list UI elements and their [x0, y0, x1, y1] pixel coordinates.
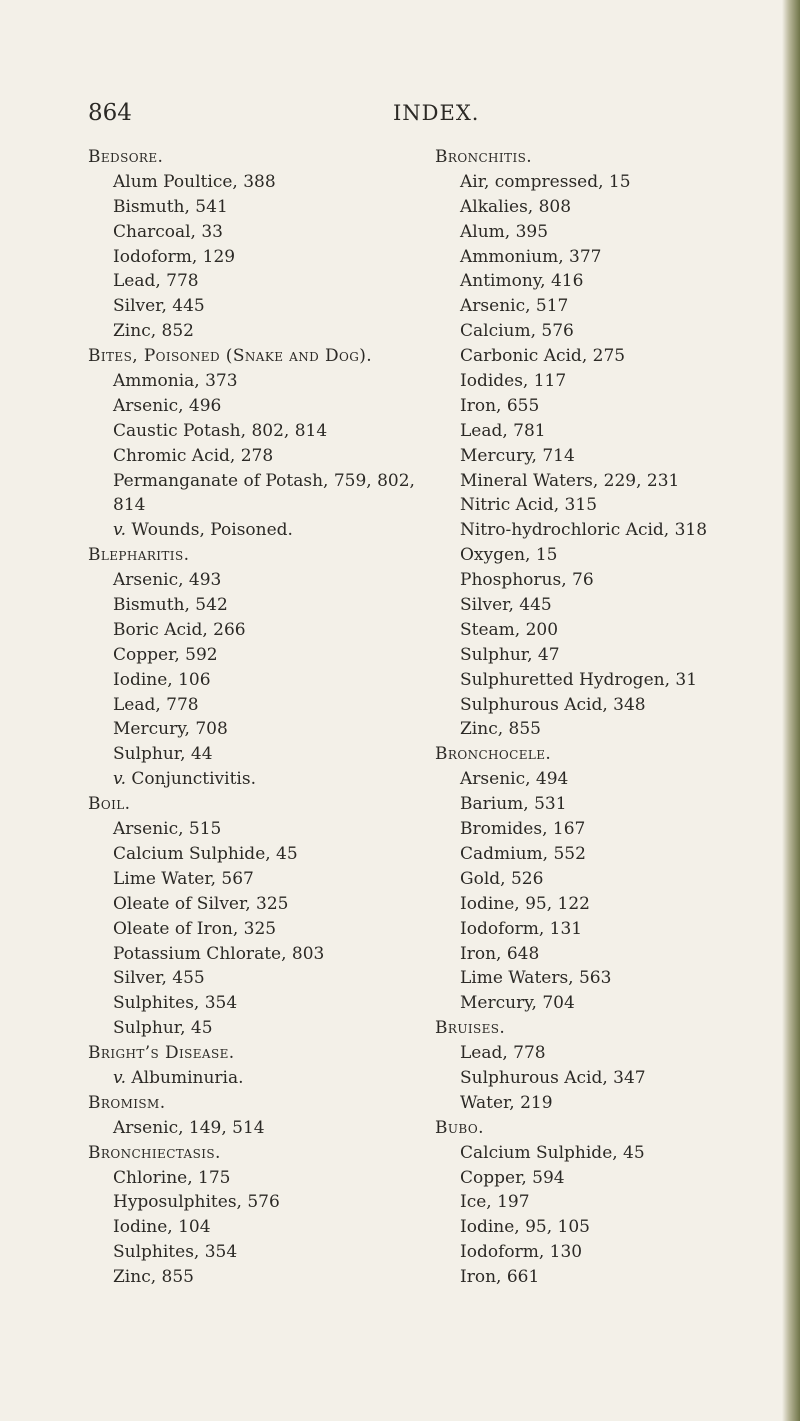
index-subentry: Mercury, 704 — [460, 993, 575, 1014]
index-subentry: Mineral Waters, 229, 231 — [460, 470, 680, 491]
index-heading: Bubo. — [435, 1117, 484, 1138]
index-subentry: Arsenic, 493 — [113, 570, 222, 591]
index-cross-reference — [88, 1066, 443, 1091]
index-subentry: Arsenic, 496 — [113, 395, 222, 416]
index-subentry: Sulphur, 47 — [460, 644, 560, 665]
index-subentry: Chlorine, 175 — [113, 1167, 231, 1188]
page-number: 864 — [88, 100, 132, 126]
index-subentry: Nitro-hydrochloric Acid, 318 — [460, 520, 708, 541]
index-subentry: Sulphur, 45 — [113, 1018, 213, 1039]
index-subentry: Carbonic Acid, 275 — [460, 346, 626, 367]
index-subentry: Copper, 592 — [113, 644, 218, 665]
index-heading: Bronchocele. — [435, 744, 552, 765]
index-subentry: Lime Water, 567 — [113, 868, 254, 889]
index-subentry: Arsenic, 515 — [113, 819, 222, 840]
cross-reference-text: Wounds, Poisoned. — [126, 520, 293, 541]
index-subentry: Water, 219 — [460, 1092, 553, 1113]
index-subentry: Alkalies, 808 — [460, 196, 572, 217]
index-subentry: Alum, 395 — [460, 221, 549, 242]
index-cross-reference — [88, 518, 443, 543]
index-entry-continuation: 814 — [113, 495, 146, 516]
index-subentry: Bismuth, 542 — [113, 595, 228, 616]
index-subentry: Iron, 648 — [460, 943, 540, 964]
index-subentry: Oleate of Silver, 325 — [113, 893, 289, 914]
index-heading: Bright’s Disease. — [88, 1043, 235, 1064]
index-subentry: Barium, 531 — [460, 794, 567, 815]
index-subentry: Arsenic, 494 — [460, 769, 569, 790]
index-subentry: Air, compressed, 15 — [460, 171, 631, 192]
index-subentry: Calcium Sulphide, 45 — [460, 1142, 645, 1163]
index-subentry: Lead, 781 — [460, 420, 546, 441]
index-subentry: Ammonium, 377 — [460, 246, 602, 267]
index-subentry: Hyposulphites, 576 — [113, 1192, 280, 1213]
index-subentry: Lime Waters, 563 — [460, 968, 612, 989]
index-subentry: Iron, 655 — [460, 395, 540, 416]
index-subentry: Arsenic, 149, 514 — [113, 1117, 265, 1138]
page-header — [88, 100, 728, 134]
index-subentry: Silver, 445 — [113, 296, 205, 317]
index-subentry: Mercury, 708 — [113, 719, 228, 740]
index-subentry: Iodoform, 129 — [113, 246, 236, 267]
index-heading: Bronchitis. — [435, 147, 533, 167]
index-subentry: Calcium, 576 — [460, 321, 574, 342]
index-heading: Bedsore. — [88, 147, 164, 167]
index-subentry: Antimony, 416 — [460, 271, 584, 292]
index-heading: Bromism. — [88, 1092, 166, 1113]
index-subentry: Arsenic, 517 — [460, 296, 569, 317]
index-subentry: Phosphorus, 76 — [460, 570, 594, 591]
index-subentry: Iodine, 95, 122 — [460, 893, 590, 914]
index-heading: Boil. — [88, 794, 131, 815]
cross-reference-text: Albuminuria. — [126, 1067, 244, 1088]
index-subentry: Sulphites, 354 — [113, 993, 238, 1014]
index-cross-reference — [88, 767, 443, 792]
index-subentry: Copper, 594 — [460, 1167, 565, 1188]
index-heading: Bites, Poisoned (Snake and Dog). — [88, 346, 373, 367]
index-subentry: Lead, 778 — [113, 694, 199, 715]
index-subentry: Lead, 778 — [113, 271, 199, 292]
index-column-left — [88, 145, 443, 1290]
index-subentry: Calcium Sulphide, 45 — [113, 843, 298, 864]
index-subentry: Silver, 445 — [460, 595, 552, 616]
index-subentry: Chromic Acid, 278 — [113, 445, 274, 466]
index-subentry: Zinc, 855 — [460, 719, 541, 740]
index-subentry: Charcoal, 33 — [113, 221, 223, 242]
index-subentry: Steam, 200 — [460, 619, 559, 640]
index-subentry: Sulphurous Acid, 347 — [460, 1067, 646, 1088]
index-subentry: Cadmium, 552 — [460, 843, 586, 864]
index-subentry: Lead, 778 — [460, 1043, 546, 1064]
index-subentry: Oleate of Iron, 325 — [113, 918, 277, 939]
index-subentry: Sulphuretted Hydrogen, 31 — [460, 669, 698, 690]
index-subentry: Iodine, 95, 105 — [460, 1217, 590, 1238]
index-subentry: Sulphites, 354 — [113, 1242, 238, 1263]
index-subentry: Bromides, 167 — [460, 819, 586, 840]
index-subentry: Alum Poultice, 388 — [113, 171, 276, 192]
running-head: INDEX. — [393, 101, 480, 125]
index-subentry: Zinc, 855 — [113, 1267, 194, 1288]
index-subentry: Gold, 526 — [460, 868, 544, 889]
index-column-right — [435, 145, 765, 1290]
page-edge — [782, 0, 800, 1421]
see-also-marker: v. — [113, 520, 126, 541]
index-subentry: Mercury, 714 — [460, 445, 575, 466]
index-subentry: Silver, 455 — [113, 968, 205, 989]
index-subentry: Sulphur, 44 — [113, 744, 213, 765]
index-subentry: Ammonia, 373 — [113, 371, 238, 392]
index-subentry: Caustic Potash, 802, 814 — [113, 420, 328, 441]
index-subentry: Ice, 197 — [460, 1192, 530, 1213]
index-subentry: Zinc, 852 — [113, 321, 194, 342]
see-also-marker: v. — [113, 769, 126, 790]
index-subentry: Nitric Acid, 315 — [460, 495, 598, 516]
index-subentry: Potassium Chlorate, 803 — [113, 943, 325, 964]
index-subentry: Iodoform, 131 — [460, 918, 583, 939]
index-subentry: Iodoform, 130 — [460, 1242, 583, 1263]
index-subentry: Iodine, 106 — [113, 669, 211, 690]
index-subentry: Sulphurous Acid, 348 — [460, 694, 646, 715]
index-heading: Bruises. — [435, 1018, 506, 1039]
index-heading: Blepharitis. — [88, 545, 190, 566]
cross-reference-text: Conjunctivitis. — [126, 769, 256, 790]
index-subentry: Iodine, 104 — [113, 1217, 211, 1238]
index-subentry: Iron, 661 — [460, 1267, 540, 1288]
see-also-marker: v. — [113, 1067, 126, 1088]
index-subentry: Iodides, 117 — [460, 371, 567, 392]
index-subentry: Oxygen, 15 — [460, 545, 558, 566]
index-subentry: Boric Acid, 266 — [113, 619, 246, 640]
index-heading: Bronchiectasis. — [88, 1142, 221, 1163]
index-subentry: Permanganate of Potash, 759, 802, — [113, 470, 415, 491]
index-subentry: Bismuth, 541 — [113, 196, 228, 217]
